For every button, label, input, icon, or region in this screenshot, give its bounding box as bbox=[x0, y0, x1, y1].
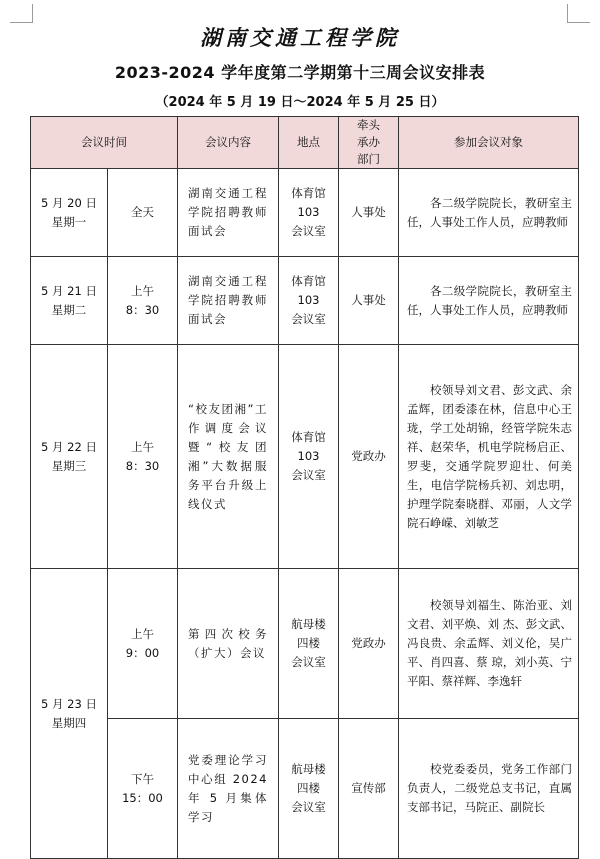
date-range: （2024 年 5 月 19 日～2024 年 5 月 25 日） bbox=[155, 95, 445, 110]
location-line: 体育馆 bbox=[291, 274, 326, 288]
date: 5 月 23 日 bbox=[41, 696, 97, 711]
department-cell: 人事处 bbox=[339, 169, 399, 257]
location-cell bbox=[279, 169, 339, 257]
location-line: 103 bbox=[297, 293, 320, 307]
attendees-text: 各二级学院院长，教研室主任，人事处工作人员，应聘教师 bbox=[407, 283, 572, 317]
attendees-text: 校领导刘文君、彭文武、余孟辉，团委漆在林，信息中心王珑，学工处胡锦，经管学院朱志祥、赵荣华，机电学院杨启正、罗斐，交通学院罗迎壮、何美生，电信学院杨兵初、刘忠明，护理学院秦晓群、邓丽，人文学院石峥嵘、刘敏芝 bbox=[407, 382, 572, 530]
location-cell bbox=[279, 569, 339, 719]
date: 5 月 21 日 bbox=[41, 283, 97, 298]
time-period: 下午 bbox=[131, 771, 154, 786]
location-line: 会议室 bbox=[291, 224, 326, 238]
time-clock: 9：00 bbox=[125, 645, 160, 660]
department-cell: 党政办 bbox=[339, 569, 399, 719]
table-row bbox=[31, 569, 579, 719]
date: 5 月 20 日 bbox=[41, 195, 97, 210]
location-line: 四楼 bbox=[297, 636, 320, 650]
content-cell: 湖南交通工程学院招聘教师面试会 bbox=[178, 257, 279, 345]
time-cell bbox=[108, 719, 178, 859]
location-line: 会议室 bbox=[291, 312, 326, 326]
time-period: 上午 bbox=[131, 439, 154, 454]
date-cell bbox=[31, 169, 108, 257]
time-period: 上午 bbox=[131, 626, 154, 641]
department-cell: 党政办 bbox=[339, 345, 399, 569]
content-cell: 湖南交通工程学院招聘教师面试会 bbox=[178, 169, 279, 257]
location-line: 四楼 bbox=[297, 781, 320, 795]
time-clock: 8：30 bbox=[125, 302, 160, 317]
weekday: 星期四 bbox=[51, 715, 87, 730]
attendees-cell bbox=[399, 169, 579, 257]
time-clock: 8：30 bbox=[125, 458, 160, 473]
table-row bbox=[31, 169, 579, 257]
page-corner-mark bbox=[567, 4, 590, 23]
location-line: 体育馆 bbox=[291, 430, 326, 444]
attendees-cell bbox=[399, 719, 579, 859]
header-row bbox=[31, 117, 579, 169]
location-line: 103 bbox=[297, 205, 320, 219]
attendees-text: 校党委委员，党务工作部门负责人，二级党总支书记，直属支部书记，马院正、副院长 bbox=[407, 762, 572, 814]
department-cell: 人事处 bbox=[339, 257, 399, 345]
page-corner-mark bbox=[10, 4, 33, 23]
date-cell bbox=[31, 345, 108, 569]
location-line: 体育馆 bbox=[291, 186, 326, 200]
attendees-cell bbox=[399, 345, 579, 569]
attendees-cell bbox=[399, 257, 579, 345]
school-name: 湖南交通工程学院 bbox=[200, 25, 400, 50]
table-row bbox=[31, 257, 579, 345]
table-row bbox=[31, 345, 579, 569]
weekday: 星期一 bbox=[51, 214, 87, 229]
weekday: 星期二 bbox=[51, 302, 87, 317]
time-period: 全天 bbox=[131, 205, 154, 219]
attendees-text: 各二级学院院长，教研室主任，人事处工作人员，应聘教师 bbox=[407, 195, 572, 229]
time-cell bbox=[108, 257, 178, 345]
weekday: 星期三 bbox=[51, 458, 87, 473]
date: 5 月 22 日 bbox=[41, 439, 97, 454]
column-header-time: 会议时间 bbox=[31, 117, 178, 169]
time-period: 上午 bbox=[131, 283, 154, 298]
location-line: 航母楼 bbox=[291, 762, 326, 776]
meeting-schedule-table bbox=[30, 116, 579, 859]
document-title: 2023-2024 学年度第二学期第十三周会议安排表 bbox=[114, 63, 486, 82]
location-cell bbox=[279, 345, 339, 569]
column-header-location: 地点 bbox=[279, 117, 339, 169]
content-cell: “校友团湘”工作调度会议暨“校友团湘”大数据服务平台升级上线仪式 bbox=[178, 345, 279, 569]
date-cell bbox=[31, 257, 108, 345]
date-cell bbox=[31, 569, 108, 859]
table-row bbox=[31, 719, 579, 859]
column-header-department: 牵头承办部门 bbox=[339, 117, 399, 169]
time-cell bbox=[108, 345, 178, 569]
location-cell bbox=[279, 719, 339, 859]
content-cell: 党委理论学习中心组 2024 年 5 月集体学习 bbox=[178, 719, 279, 859]
location-line: 103 bbox=[297, 449, 320, 463]
location-line: 会议室 bbox=[291, 468, 326, 482]
time-cell bbox=[108, 169, 178, 257]
column-header-content: 会议内容 bbox=[178, 117, 279, 169]
column-header-attendees: 参加会议对象 bbox=[399, 117, 579, 169]
department-cell: 宣传部 bbox=[339, 719, 399, 859]
location-cell bbox=[279, 257, 339, 345]
time-clock: 15：00 bbox=[122, 790, 163, 805]
attendees-cell bbox=[399, 569, 579, 719]
attendees-text: 校领导刘福生、陈治亚、刘文君、刘平焕、刘 杰、彭文武、冯良贵、余孟辉、刘义伦，吴广平、肖四喜、蔡 琼，刘小英、宁平阳、蔡祥辉、李逸轩 bbox=[407, 598, 572, 688]
location-line: 会议室 bbox=[291, 800, 326, 814]
location-line: 会议室 bbox=[291, 655, 326, 669]
content-cell: 第四次校务（扩大）会议 bbox=[178, 569, 279, 719]
time-cell bbox=[108, 569, 178, 719]
location-line: 航母楼 bbox=[291, 617, 326, 631]
